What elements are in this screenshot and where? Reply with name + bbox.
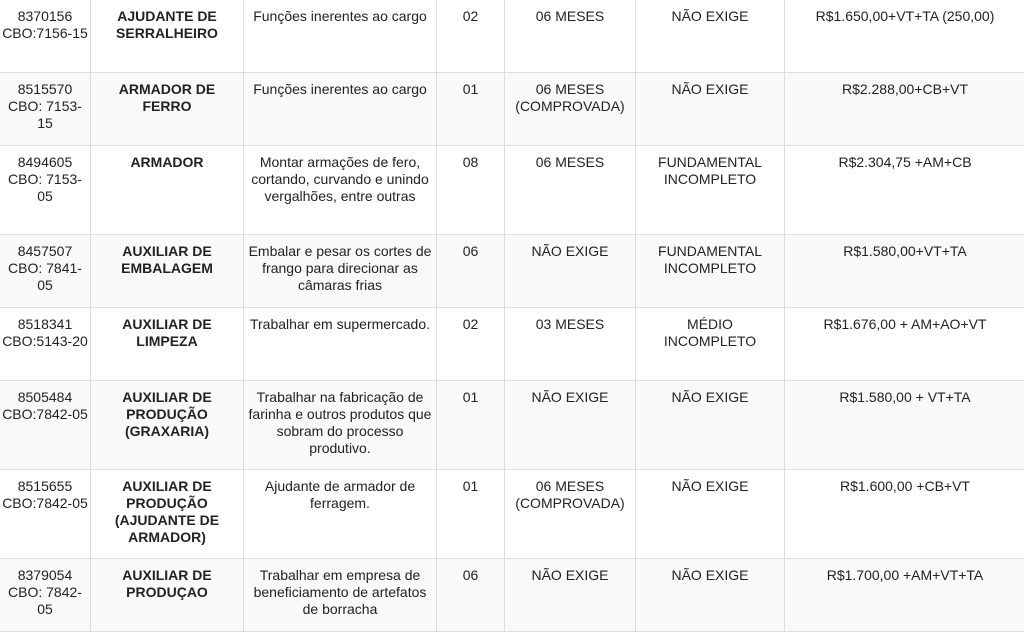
education-cell: NÃO EXIGE <box>636 381 785 470</box>
table-row <box>0 470 1024 559</box>
education-cell: FUNDAMENTAL INCOMPLETO <box>636 146 785 235</box>
salary-cell: R$1.700,00 +AM+VT+TA <box>785 559 1024 632</box>
table-row <box>0 235 1024 308</box>
salary-cell: R$1.600,00 +CB+VT <box>785 470 1024 559</box>
job-code-cell: 8518341 CBO:5143-20 <box>0 308 91 381</box>
job-code-cell: 8515570 CBO: 7153-15 <box>0 73 91 146</box>
education-cell: NÃO EXIGE <box>636 0 785 73</box>
table-row <box>0 0 1024 73</box>
job-code-cell: 8515655 CBO:7842-05 <box>0 470 91 559</box>
education-cell: NÃO EXIGE <box>636 73 785 146</box>
job-title-cell: AUXILIAR DE PRODUÇAO <box>91 559 244 632</box>
table-row <box>0 381 1024 470</box>
job-description-cell: Trabalhar na fabricação de farinha e outros produtos que sobram do processo produtivo. <box>244 381 437 470</box>
vacancies-cell: 08 <box>437 146 505 235</box>
vacancies-cell: 01 <box>437 381 505 470</box>
job-description-cell: Trabalhar em empresa de beneficiamento de artefatos de borracha <box>244 559 437 632</box>
job-description-cell: Trabalhar em supermercado. <box>244 308 437 381</box>
salary-cell: R$1.676,00 + AM+AO+VT <box>785 308 1024 381</box>
salary-cell: R$2.288,00+CB+VT <box>785 73 1024 146</box>
table-row <box>0 559 1024 632</box>
job-description-cell: Funções inerentes ao cargo <box>244 73 437 146</box>
job-description-cell: Montar armações de fero, cortando, curvando e unindo vergalhões, entre outras <box>244 146 437 235</box>
salary-cell: R$2.304,75 +AM+CB <box>785 146 1024 235</box>
job-description-cell: Embalar e pesar os cortes de frango para direcionar as câmaras frias <box>244 235 437 308</box>
experience-cell: 06 MESES <box>505 146 636 235</box>
education-cell: NÃO EXIGE <box>636 559 785 632</box>
job-title-cell: AJUDANTE DE SERRALHEIRO <box>91 0 244 73</box>
job-title-cell: AUXILIAR DE LIMPEZA <box>91 308 244 381</box>
experience-cell: 06 MESES (COMPROVADA) <box>505 470 636 559</box>
education-cell: FUNDAMENTAL INCOMPLETO <box>636 235 785 308</box>
salary-cell: R$1.580,00+VT+TA <box>785 235 1024 308</box>
job-title-cell: AUXILIAR DE EMBALAGEM <box>91 235 244 308</box>
job-code-cell: 8370156 CBO:7156-15 <box>0 0 91 73</box>
job-title-cell: AUXILIAR DE PRODUÇÃO (GRAXARIA) <box>91 381 244 470</box>
job-title-cell: ARMADOR <box>91 146 244 235</box>
education-cell: MÉDIO INCOMPLETO <box>636 308 785 381</box>
job-description-cell: Funções inerentes ao cargo <box>244 0 437 73</box>
experience-cell: 06 MESES (COMPROVADA) <box>505 73 636 146</box>
vacancies-cell: 02 <box>437 0 505 73</box>
job-description-cell: Ajudante de armador de ferragem. <box>244 470 437 559</box>
table-row <box>0 308 1024 381</box>
job-title-cell: ARMADOR DE FERRO <box>91 73 244 146</box>
salary-cell: R$1.650,00+VT+TA (250,00) <box>785 0 1024 73</box>
salary-cell: R$1.580,00 + VT+TA <box>785 381 1024 470</box>
job-code-cell: 8494605 CBO: 7153-05 <box>0 146 91 235</box>
experience-cell: 03 MESES <box>505 308 636 381</box>
table-row <box>0 73 1024 146</box>
table-row <box>0 146 1024 235</box>
experience-cell: NÃO EXIGE <box>505 235 636 308</box>
vacancies-cell: 02 <box>437 308 505 381</box>
experience-cell: 06 MESES <box>505 0 636 73</box>
job-code-cell: 8379054 CBO: 7842-05 <box>0 559 91 632</box>
job-code-cell: 8505484 CBO:7842-05 <box>0 381 91 470</box>
job-code-cell: 8457507 CBO: 7841-05 <box>0 235 91 308</box>
experience-cell: NÃO EXIGE <box>505 381 636 470</box>
job-title-cell: AUXILIAR DE PRODUÇÃO (AJUDANTE DE ARMADOR) <box>91 470 244 559</box>
vacancies-cell: 06 <box>437 235 505 308</box>
experience-cell: NÃO EXIGE <box>505 559 636 632</box>
vacancies-cell: 01 <box>437 470 505 559</box>
education-cell: NÃO EXIGE <box>636 470 785 559</box>
vacancies-cell: 06 <box>437 559 505 632</box>
vacancies-cell: 01 <box>437 73 505 146</box>
